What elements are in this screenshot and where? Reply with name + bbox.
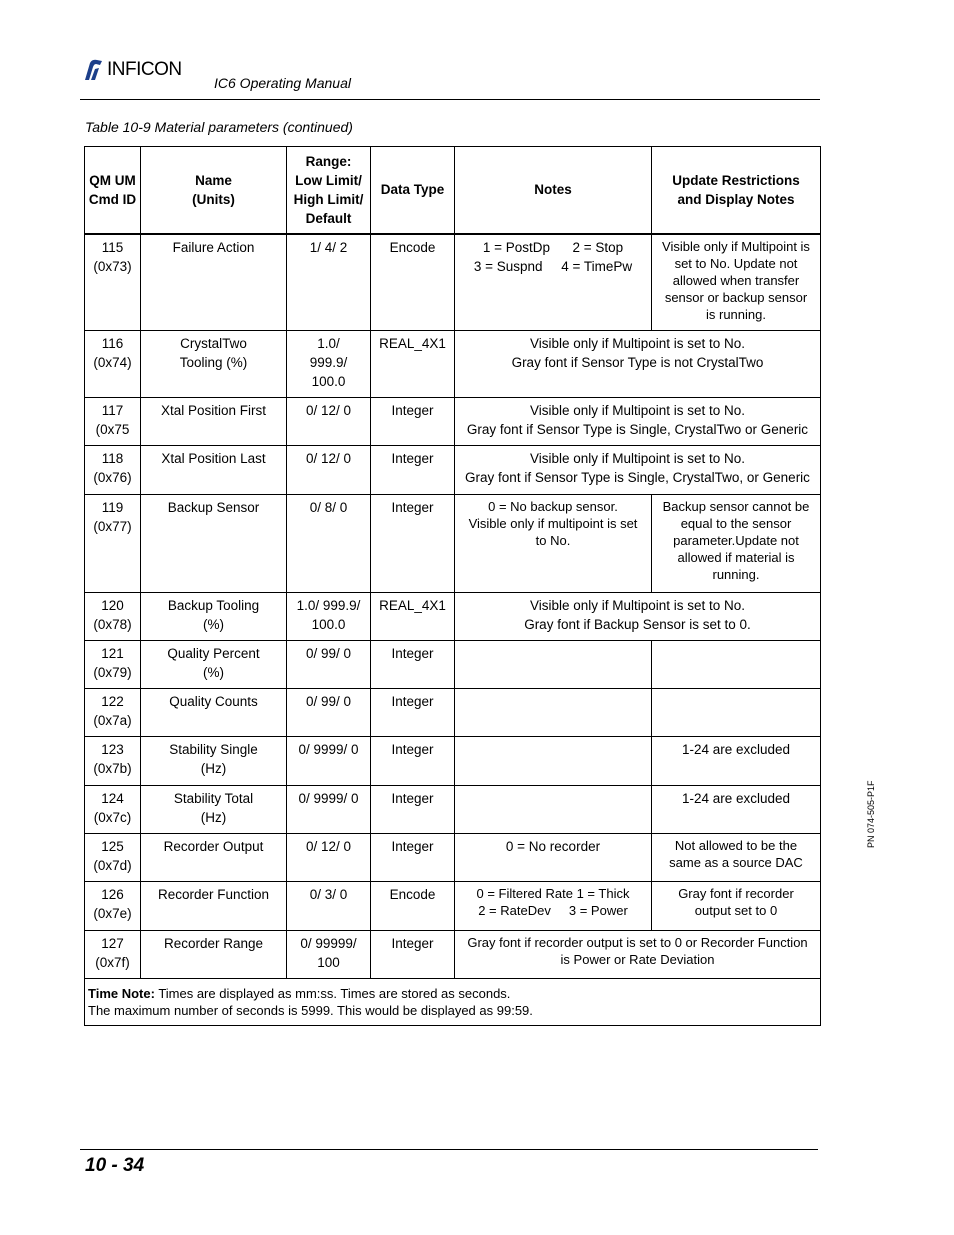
notes-cell	[455, 786, 652, 834]
table-header-row	[85, 147, 821, 234]
inficon-logo-mark-icon	[82, 59, 104, 81]
update-cell	[652, 689, 821, 737]
type-cell: Integer	[371, 641, 455, 689]
type-cell: REAL_4X1	[371, 331, 455, 398]
col-notes: Notes	[455, 147, 652, 234]
cmd-id-cell: 123 (0x7b)	[85, 737, 141, 786]
notes-cell: 1 = PostDp 2 = Stop 3 = Suspnd 4 = TimePw	[455, 234, 652, 331]
range-cell: 0/ 9999/ 0	[287, 786, 371, 834]
update-cell: 1-24 are excluded	[652, 737, 821, 786]
footer-rule	[80, 1149, 818, 1150]
cmd-id-cell: 118 (0x76)	[85, 446, 141, 495]
notes-span-cell: Visible only if Multipoint is set to No. Gray font if Sensor Type is Single, CrystalTwo or Generic	[455, 398, 821, 446]
table-row	[85, 495, 821, 593]
col-name: Name (Units)	[141, 147, 287, 234]
cmd-id-cell: 119 (0x77)	[85, 495, 141, 593]
col-update: Update Restrictions and Display Notes	[652, 147, 821, 234]
name-cell: Quality Percent (%)	[141, 641, 287, 689]
type-cell: Integer	[371, 446, 455, 495]
time-note-row	[85, 979, 821, 1026]
range-cell: 0/ 12/ 0	[287, 398, 371, 446]
table-row	[85, 398, 821, 446]
time-note-line2: The maximum number of seconds is 5999. This would be displayed as 99:59.	[88, 1003, 533, 1018]
table-row	[85, 446, 821, 495]
time-note-text: Times are displayed as mm:ss. Times are stored as seconds.	[154, 986, 511, 1001]
update-cell: Backup sensor cannot be equal to the sensor parameter.Update not allowed if material is running.	[652, 495, 821, 593]
name-cell: Backup Tooling (%)	[141, 593, 287, 641]
notes-cell: 0 = No recorder	[455, 834, 652, 882]
range-cell: 0/ 3/ 0	[287, 882, 371, 931]
type-cell: Integer	[371, 737, 455, 786]
cmd-id-cell: 115 (0x73)	[85, 234, 141, 331]
update-cell: 1-24 are excluded	[652, 786, 821, 834]
name-cell: Xtal Position Last	[141, 446, 287, 495]
name-cell: Recorder Output	[141, 834, 287, 882]
type-cell: Encode	[371, 234, 455, 331]
table-row	[85, 882, 821, 931]
table-row	[85, 834, 821, 882]
update-cell: Not allowed to be the same as a source DAC	[652, 834, 821, 882]
cmd-id-cell: 116 (0x74)	[85, 331, 141, 398]
range-cell: 0/ 8/ 0	[287, 495, 371, 593]
range-cell: 0/ 99/ 0	[287, 689, 371, 737]
type-cell: Integer	[371, 931, 455, 979]
col-data-type: Data Type	[371, 147, 455, 234]
page-number: 10 - 34	[85, 1155, 145, 1176]
table-row	[85, 931, 821, 979]
logo-text: INFICON	[107, 59, 182, 80]
cmd-id-cell: 120 (0x78)	[85, 593, 141, 641]
table-row	[85, 641, 821, 689]
update-cell: Visible only if Multipoint is set to No. Update not allowed when transfer sensor or backup sensor is running.	[652, 234, 821, 331]
name-cell: Stability Single (Hz)	[141, 737, 287, 786]
name-cell: Recorder Range	[141, 931, 287, 979]
notes-cell	[455, 641, 652, 689]
notes-cell: 0 = Filtered Rate 1 = Thick 2 = RateDev 3 = Power	[455, 882, 652, 931]
cmd-id-cell: 125 (0x7d)	[85, 834, 141, 882]
table-row	[85, 737, 821, 786]
range-cell: 0/ 99/ 0	[287, 641, 371, 689]
notes-span-cell: Visible only if Multipoint is set to No. Gray font if Backup Sensor is set to 0.	[455, 593, 821, 641]
manual-title: IC6 Operating Manual	[214, 75, 351, 91]
range-cell: 0/ 12/ 0	[287, 834, 371, 882]
notes-cell	[455, 737, 652, 786]
update-cell: Gray font if recorder output set to 0	[652, 882, 821, 931]
header-rule	[80, 99, 820, 100]
type-cell: Integer	[371, 834, 455, 882]
table-row	[85, 689, 821, 737]
col-cmd-id: QM UM Cmd ID	[85, 147, 141, 234]
part-number: PN 074-505-P1F	[866, 780, 876, 848]
table-row	[85, 331, 821, 398]
name-cell: CrystalTwo Tooling (%)	[141, 331, 287, 398]
type-cell: Integer	[371, 398, 455, 446]
cmd-id-cell: 121 (0x79)	[85, 641, 141, 689]
name-cell: Quality Counts	[141, 689, 287, 737]
notes-span-cell: Gray font if recorder output is set to 0 or Recorder Function is Power or Rate Deviation	[455, 931, 821, 979]
range-cell: 1.0/ 999.9/ 100.0	[287, 593, 371, 641]
inficon-logo	[82, 59, 182, 81]
table-caption: Table 10-9 Material parameters (continued)	[85, 119, 353, 135]
name-cell: Stability Total (Hz)	[141, 786, 287, 834]
type-cell: Integer	[371, 495, 455, 593]
time-note-cell	[85, 979, 821, 1026]
table-row	[85, 234, 821, 331]
notes-cell	[455, 689, 652, 737]
range-cell: 0/ 9999/ 0	[287, 737, 371, 786]
range-cell: 0/ 12/ 0	[287, 446, 371, 495]
notes-span-cell: Visible only if Multipoint is set to No. Gray font if Sensor Type is not CrystalTwo	[455, 331, 821, 398]
range-cell: 0/ 99999/ 100	[287, 931, 371, 979]
material-parameters-table	[84, 146, 821, 1026]
range-cell: 1.0/ 999.9/ 100.0	[287, 331, 371, 398]
cmd-id-cell: 122 (0x7a)	[85, 689, 141, 737]
cmd-id-cell: 117 (0x75	[85, 398, 141, 446]
notes-cell: 0 = No backup sensor. Visible only if multipoint is set to No.	[455, 495, 652, 593]
cmd-id-cell: 126 (0x7e)	[85, 882, 141, 931]
type-cell: Integer	[371, 786, 455, 834]
name-cell: Xtal Position First	[141, 398, 287, 446]
cmd-id-cell: 124 (0x7c)	[85, 786, 141, 834]
notes-span-cell: Visible only if Multipoint is set to No. Gray font if Sensor Type is Single, CrystalTwo, or Generic	[455, 446, 821, 495]
name-cell: Backup Sensor	[141, 495, 287, 593]
col-range: Range: Low Limit/ High Limit/ Default	[287, 147, 371, 234]
name-cell: Failure Action	[141, 234, 287, 331]
cmd-id-cell: 127 (0x7f)	[85, 931, 141, 979]
time-note-label: Time Note:	[88, 986, 155, 1001]
table-row	[85, 593, 821, 641]
name-cell: Recorder Function	[141, 882, 287, 931]
table-row	[85, 786, 821, 834]
range-cell: 1/ 4/ 2	[287, 234, 371, 331]
update-cell	[652, 641, 821, 689]
type-cell: REAL_4X1	[371, 593, 455, 641]
type-cell: Encode	[371, 882, 455, 931]
type-cell: Integer	[371, 689, 455, 737]
